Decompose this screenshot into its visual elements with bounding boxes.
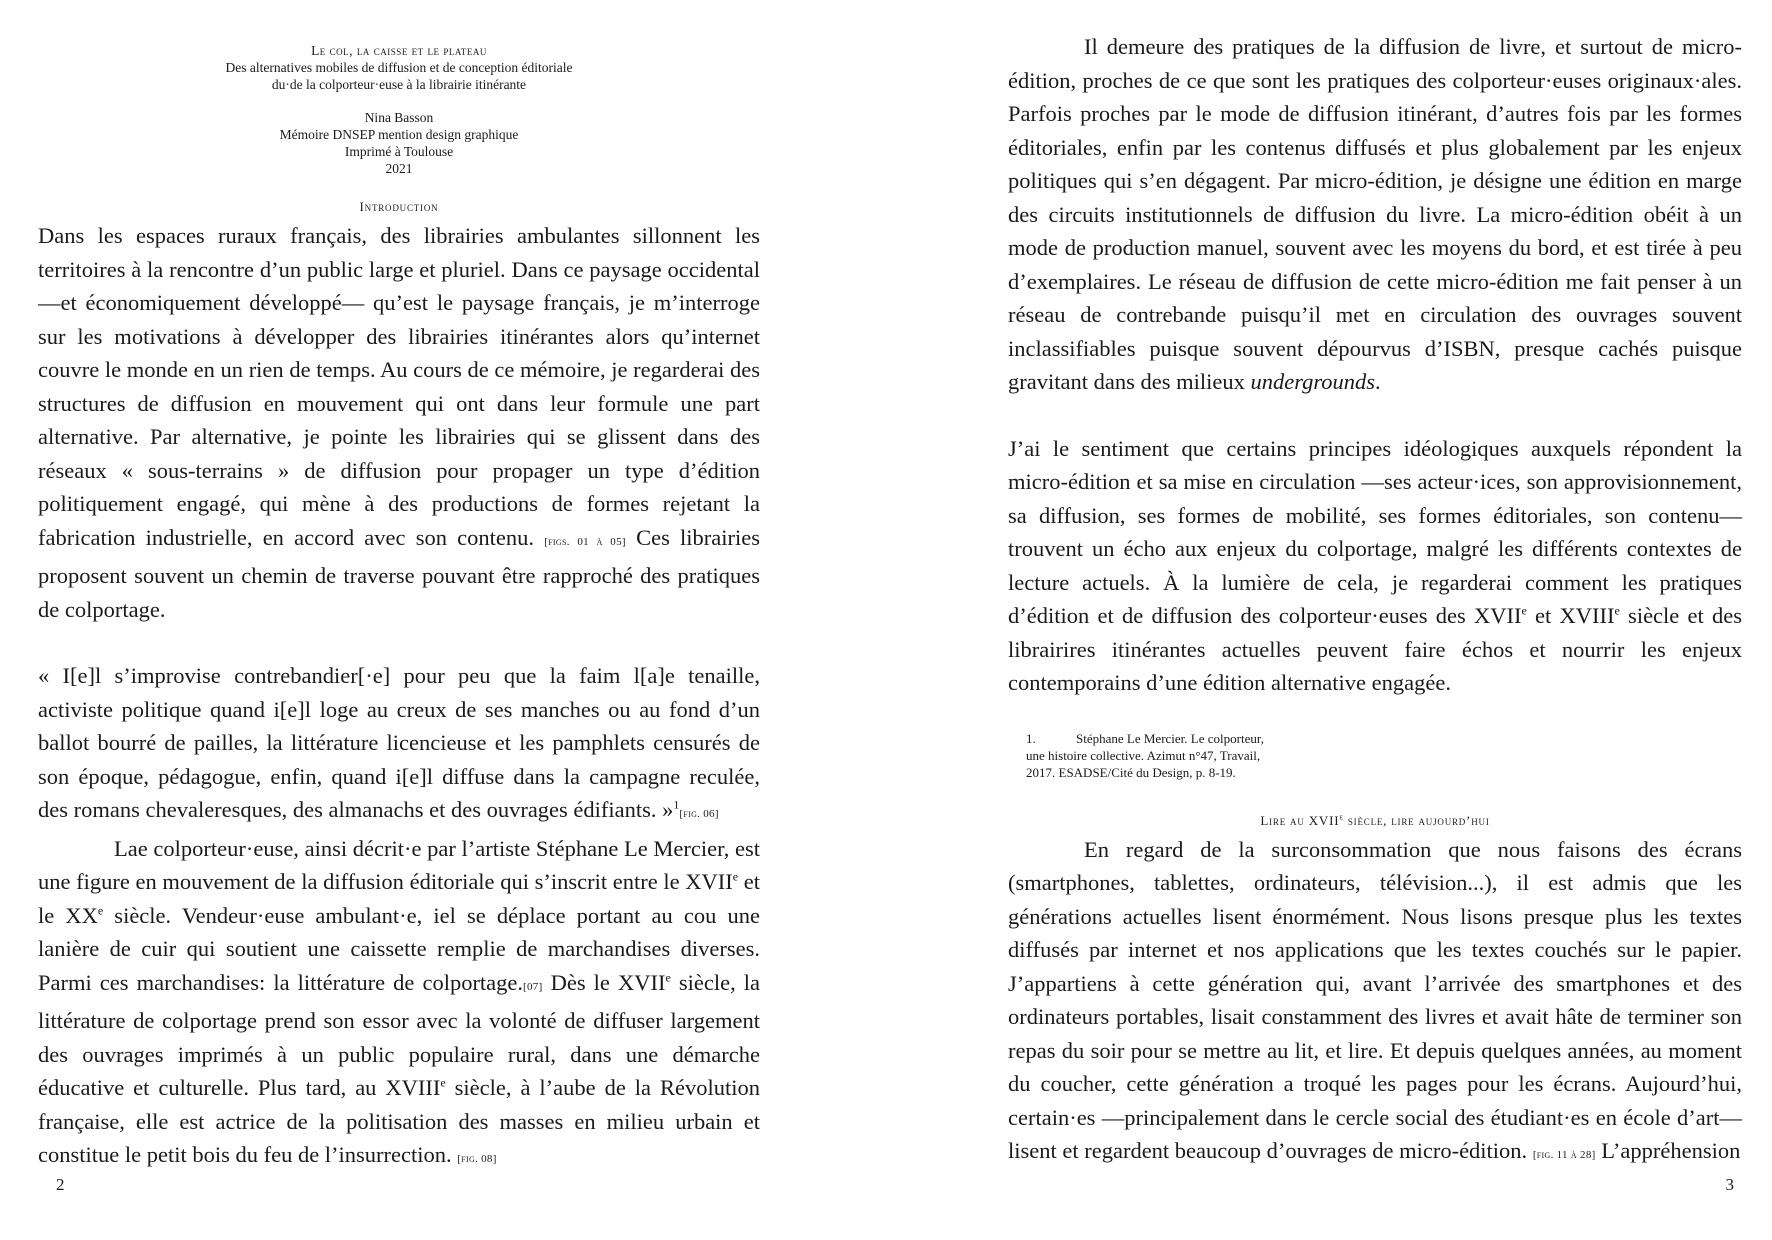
italic-term: undergrounds [1250,369,1376,394]
paragraph-colporteur [38,832,760,1177]
superscript: e [1339,811,1344,822]
subtitle-line-1: Des alternatives mobiles de diffusion et de conception éditoriale [225,60,573,75]
page-number: 3 [1725,1175,1734,1194]
paragraph-intro-text: Dans les espaces ruraux français, des librairies ambulantes sillonnent les territoires à la rencontre d’un public large et pluriel. Dans ce paysage occidental —et économiquement développé— qu’est le paysage français, je m’interroge sur les motivations à développer des librairies itinérantes alors qu’internet couvre le monde en un rien de temps. Au cours de ce mémoire, je regarderai des structures de diffusion en mouvement qui ont dans leur formule une part alternative. Par alternative, je pointe les librairies qui se glissent dans des réseaux « sous-terrains » de diffusion pour propager un type d’édition politiquement engagé, qui mène à des productions de formes rejetant la fabrication industrielle, en accord avec son contenu. [38,223,760,550]
text-segment: Lae colporteur·euse, ainsi décrit·e par l’artiste Stéphane Le Mercier, est une figure en mouvement de la diffusion éditoriale qui s’inscrit entre le XVII [38,835,760,894]
superscript: e [1614,603,1620,618]
figure-reference: [fig. 11 à 28] [1532,1149,1596,1161]
text-segment: siècle et des librairires itinérantes actuelles peuvent faire échos et nourrir les enjeux contemporains d’une édition alternative engagée. [1008,603,1743,695]
superscript: e [440,1075,446,1090]
footnote-number: 1. [1026,730,1036,746]
figure-reference: [07] [523,980,543,993]
heading-part: Lire au XVII [1260,812,1340,828]
text-segment: . [1375,369,1381,394]
section-heading-lire [1008,813,1742,829]
heading-part: siècle, lire aujourd’hui [1343,812,1490,828]
footnote-line-3: 2017. ESADSE/Cité du Design, p. 8-19. [1026,764,1236,780]
section-heading-introduction: Introduction [359,199,439,214]
text-segment: Il demeure des pratiques de la diffusion de livre, et surtout de micro-édition, proches de ce que sont les pratiques des colporteur·euses originaux·ales. Parfois proches par le mode de diffusion itinérant, d’autres fois par les formes éditoriales, enfin par les contenus diffusés et plus globalement par les enjeux politiques qui s’en dégagent. Par micro-édition, je désigne une édition en marge des circuits institutionnels de diffusion du livre. La micro-édition obéit à un mode de production manuel, souvent avec les moyens du bord, et est tirée à peu d’exemplaires. Le réseau de diffusion de cette micro-édition me fait penser à un réseau de contrebande puisqu’il met en circulation des ouvrages souvent inclassifiables puisque souvent dépourvus d’ISBN, presque cachés puisque gravitant dans des milieux [1008,34,1742,394]
degree-line: Mémoire DNSEP mention design graphique [279,127,519,142]
quote-paragraph [38,659,760,832]
superscript: e [1521,603,1527,618]
text-segment: et le XX [38,869,760,928]
paragraph-micro-edition [1008,30,1742,399]
paragraph-intro-tail: Ces librairies proposent souvent un chemin de traverse pouvant être rapproché des pratiques de colportage. [38,524,760,622]
author-name: Nina Basson [364,110,434,125]
right-page [1008,0,1742,1240]
text-segment: J’ai le sentiment que certains principes idéologiques auxquels répondent la micro-édition et sa mise en circulation —ses acteur·ices, son approvisionnement, sa diffusion, ses formes de mobilité, ses formes éditoriales, son contenu— trouvent un écho aux enjeux du colportage, malgré les différents contextes de lecture actuels. À la lumière de cela, je regarderai comment les pratiques d’édition et de diffusion des colporteur·euses des XVII [1008,435,1742,628]
text-segment: et XVIII [1526,603,1615,628]
figure-reference: [fig. 08] [457,1153,497,1165]
text-segment: L’appréhension [1601,1138,1741,1163]
paragraph-intro [38,219,760,626]
quote-text: « I[e]l s’improvise contrebandier[·e] pour peu que la faim l[a]e tenaille, activiste politique quand i[e]l loge au creux de ses manches ou au fond d’un ballot bourré de pailles, la littérature licencieuse et les pamphlets censurés de son époque, pédagogue, enfin, quand i[e]l diffuse dans la campagne reculée, des romans chevaleresques, des almanachs et des ouvrages édifiants. » [38,663,760,822]
text-segment: siècle. Vendeur·euse ambulant·e, iel se déplace portant au cou une lanière de cuir qui soutient une caissette remplie de marchandises diverses. Parmi ces marchandises: la littérature de colportage. [38,902,760,995]
footnote-marker: 1 [673,797,680,812]
superscript: e [732,869,739,884]
year-line: 2021 [385,161,413,176]
superscript: e [665,970,671,984]
figure-reference: [fig. 06] [679,808,719,820]
book-title: Le col, la caisse et le plateau [311,43,487,58]
title-block [38,42,760,177]
footnote-line-1: Stéphane Le Mercier. Le colporteur, [1076,730,1264,746]
footnote [1026,730,1296,781]
superscript: e [97,903,104,917]
subtitle-line-2: du·de la colporteur·euse à la librairie itinérante [271,77,527,92]
text-segment: En regard de la surconsommation que nous faisons des écrans (smartphones, tablettes, ordinateurs, télévision...), il est admis que les générations actuelles lisent énormément. Nous lisons presque plus les textes diffusés par internet et nos applications que les textes couchés sur le papier. J’appartiens à cette génération qui, avant l’arrivée des smartphones et des ordinateurs portables, lisait constamment des livres et avait hâte de terminer son repas du soir pour se mettre au lit, et lire. Et depuis quelques années, au moment du coucher, cette génération a troqué les pages pour les écrans. Aujourd’hui, certain·es —principalement dans le cercle social des étudiant·es en école d’art— lisent et regardent beaucoup d’ouvrages de micro-édition. [1008,836,1742,1163]
page-number: 2 [56,1175,65,1194]
left-page [38,0,760,1240]
paragraph-lire [1008,833,1742,1173]
footnote-line-2: une histoire collective. Azimut n°47, Travail, [1026,747,1261,763]
text-segment: siècle, à l’aube de la Révolution française, elle est actrice de la politisation des masses en milieu urbain et constitue le petit bois du feu de l’insurrection. [38,1075,760,1167]
paragraph-sentiment [1008,432,1742,700]
figure-reference: [figs. 01 à 05] [544,535,626,548]
text-segment: siècle, la littérature de colportage prend son essor avec la volonté de diffuser largement des ouvrages imprimés à un public populaire rural, dans une démarche éducative et culturelle. Plus tard, au XVIII [38,969,760,1100]
printed-line: Imprimé à Toulouse [344,144,454,159]
text-segment: Dès le XVII [542,969,666,995]
